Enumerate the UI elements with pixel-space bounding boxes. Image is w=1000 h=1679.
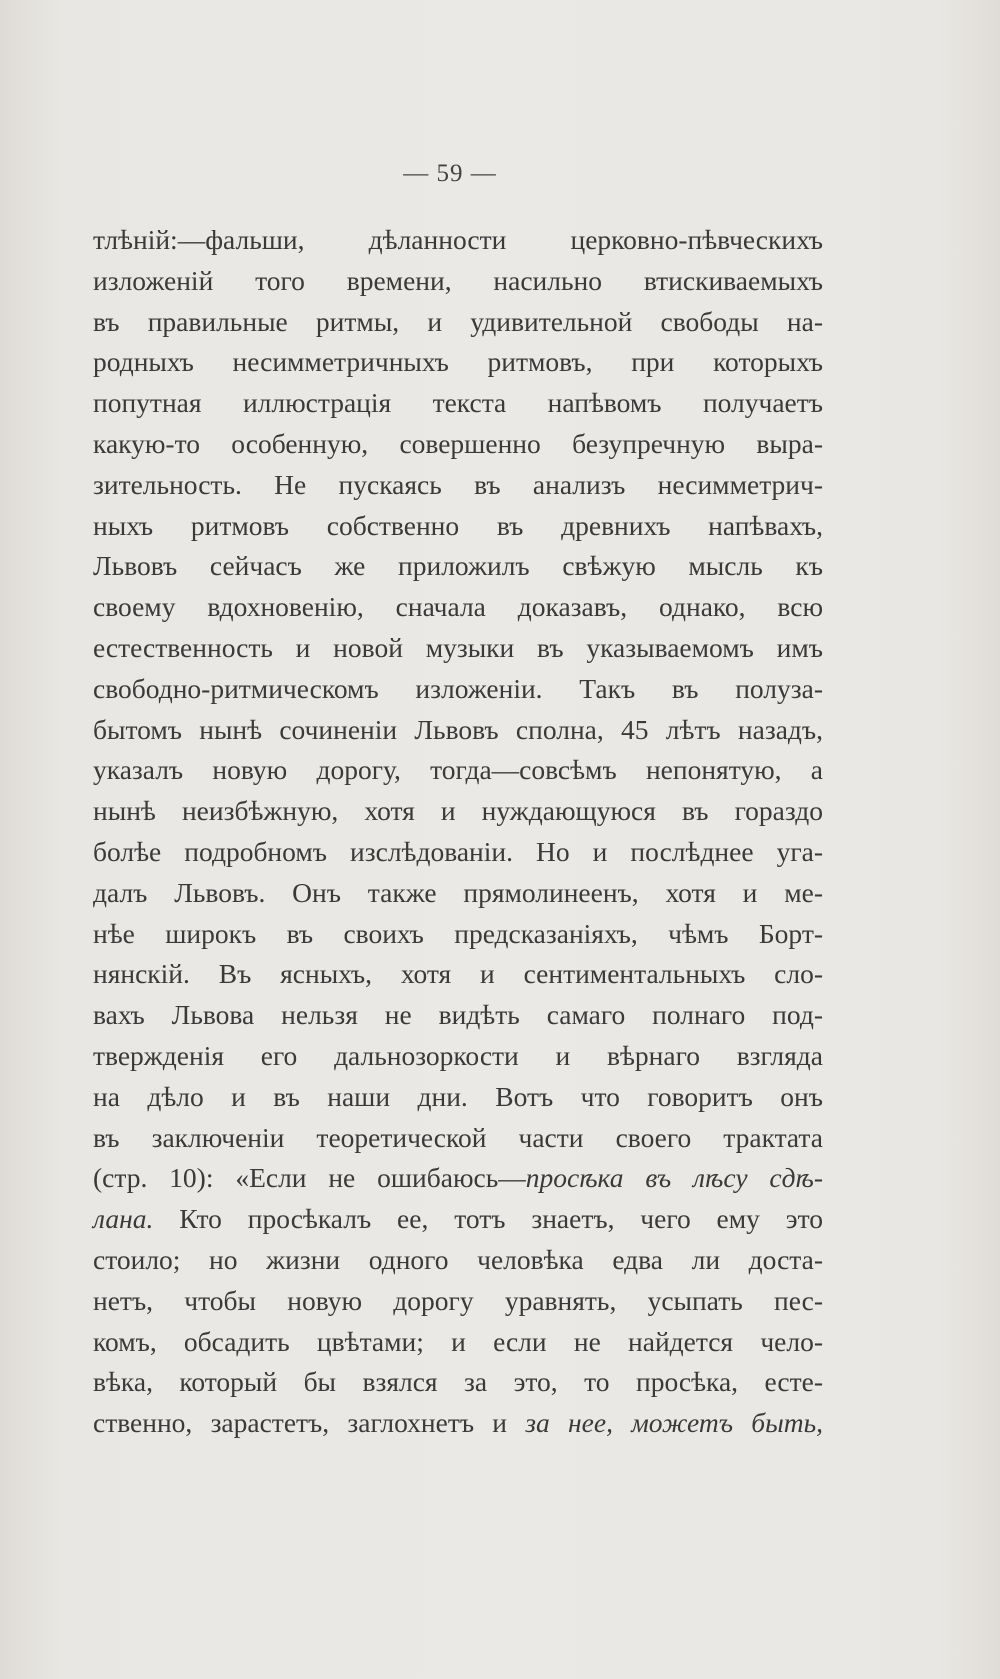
text-line: зительность. Не пускаясь въ анализъ несимметрич-	[93, 468, 823, 500]
page-number: — 59 —	[403, 160, 497, 187]
text-line: тлѣній:—фальши, дѣланности церковно-пѣвческихъ	[93, 224, 823, 255]
text-segment: ственно, зарастетъ, заглохнетъ и	[93, 1407, 526, 1439]
text-line: свободно-ритмическомъ изложеніи. Такъ въ полуза-	[93, 672, 823, 704]
text-line: изложеній того времени, насильно втискиваемыхъ	[93, 264, 823, 296]
text-line: нетъ, чтобы новую дорогу уравнять, усыпать пес-	[93, 1284, 823, 1316]
body-text	[93, 220, 823, 1444]
text-segment: Кто просѣкалъ ее, тотъ знаетъ, чего ему это	[153, 1203, 823, 1235]
text-line	[93, 1403, 823, 1444]
text-line: попутная иллюстрація текста напѣвомъ получаетъ	[93, 387, 823, 419]
text-line: своему вдохновенію, сначала доказавъ, однако, всю	[93, 591, 823, 623]
text-line	[93, 1158, 823, 1199]
italic-segment: просѣка въ лѣсу сдѣ-	[525, 1162, 824, 1194]
text-line: бытомъ нынѣ сочиненіи Львовъ сполна, 45 лѣтъ назадъ,	[93, 713, 823, 745]
text-line: указалъ новую дорогу, тогда—совсѣмъ непонятую, а	[93, 754, 823, 786]
text-line: болѣе подробномъ изслѣдованіи. Но и послѣднее уга-	[93, 835, 823, 867]
italic-segment: лана.	[93, 1203, 154, 1235]
text-line: далъ Львовъ. Онъ также прямолинеенъ, хотя и ме-	[93, 876, 823, 908]
text-segment: (стр. 10): «Если не ошибаюсь—	[93, 1162, 526, 1194]
text-line: въ правильные ритмы, и удивительной свободы на-	[93, 305, 823, 337]
text-line: твержденія его дальнозоркости и вѣрнаго взгляда	[93, 1039, 823, 1071]
text-line: нынѣ неизбѣжную, хотя и нуждающуюся въ гораздо	[93, 795, 823, 827]
text-line: вѣка, который бы взялся за это, то просѣка, есте-	[93, 1366, 823, 1398]
text-line: вахъ Львова нельзя не видѣть самаго полнаго под-	[93, 999, 823, 1031]
italic-segment: за нее, можетъ быть,	[525, 1407, 824, 1439]
text-line	[93, 1199, 823, 1240]
text-line: стоило; но жизни одного человѣка едва ли доста-	[93, 1243, 823, 1275]
text-line: ныхъ ритмовъ собственно въ древнихъ напѣвахъ,	[93, 509, 823, 541]
text-line: въ заключеніи теоретической части своего трактата	[93, 1121, 823, 1153]
text-line: естественность и новой музыки въ указываемомъ имъ	[93, 631, 823, 663]
text-line: Львовъ сейчасъ же приложилъ свѣжую мысль къ	[93, 550, 823, 582]
text-line: какую-то особенную, совершенно безупречную выра-	[93, 427, 823, 459]
text-line: комъ, обсадить цвѣтами; и если не найдется чело-	[93, 1325, 823, 1357]
text-line: нѣе широкъ въ своихъ предсказаніяхъ, чѣмъ Борт-	[93, 917, 823, 949]
text-line: нянскій. Въ ясныхъ, хотя и сентиментальныхъ сло-	[93, 958, 823, 990]
text-line: на дѣло и въ наши дни. Вотъ что говоритъ онъ	[93, 1080, 823, 1112]
text-line: родныхъ несимметричныхъ ритмовъ, при которыхъ	[93, 346, 823, 378]
